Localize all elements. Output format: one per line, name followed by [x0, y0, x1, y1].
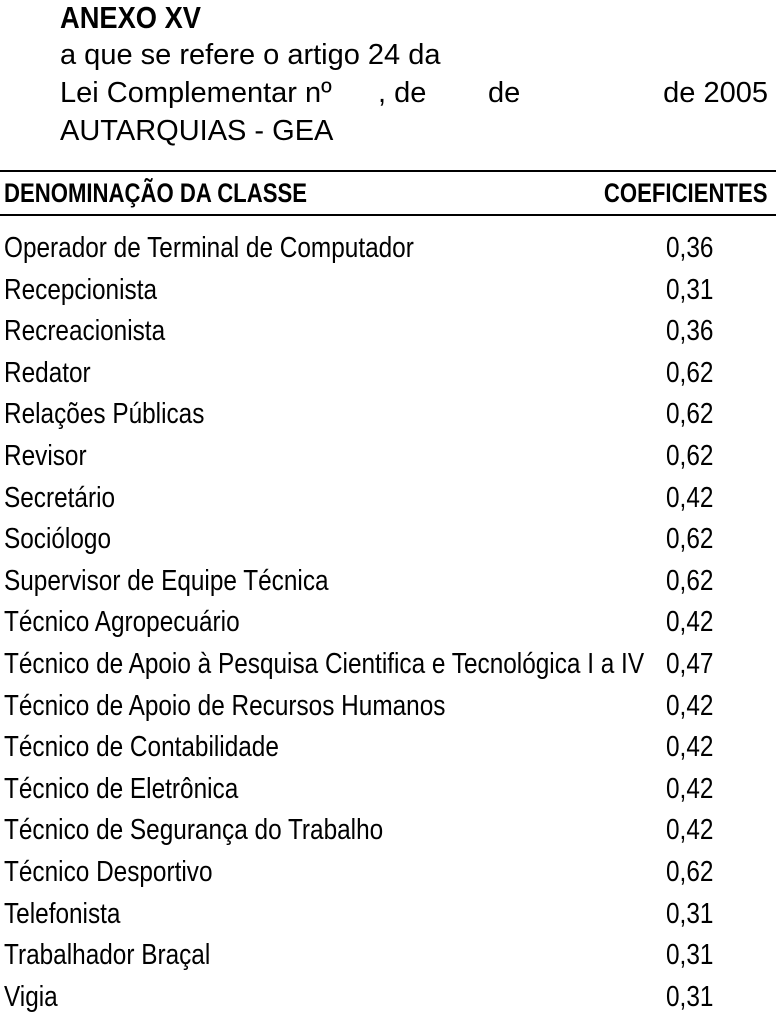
class-name: Técnico de Apoio de Recursos Humanos: [4, 689, 446, 722]
coefficient-value: 0,31: [666, 980, 714, 1013]
table-row: [0, 519, 776, 561]
table-header-rule: [0, 214, 776, 216]
class-name: Recreacionista: [4, 315, 166, 348]
class-name: Técnico de Segurança do Trabalho: [4, 814, 384, 847]
table-row: [0, 686, 776, 728]
coefficient-value: 0,42: [666, 814, 714, 847]
table-row: [0, 602, 776, 644]
class-name: Vigia: [4, 980, 58, 1013]
class-name: Operador de Terminal de Computador: [4, 232, 414, 264]
table-row: [0, 644, 776, 686]
table-top-rule: [0, 170, 776, 172]
coefficient-value: 0,36: [666, 315, 714, 348]
law-de-2: de: [488, 77, 521, 109]
law-prefix: Lei Complementar nº: [60, 77, 332, 109]
table-row: [0, 894, 776, 936]
law-de-1: , de: [378, 77, 427, 109]
coefficient-value: 0,62: [666, 523, 714, 556]
coefficient-value: 0,42: [666, 481, 714, 514]
entity-name: AUTARQUIAS - GEA: [60, 115, 334, 147]
coefficient-value: 0,62: [666, 855, 714, 888]
class-name: Sociólogo: [4, 523, 111, 556]
table-row: [0, 311, 776, 353]
class-name: Técnico de Apoio à Pesquisa Cientifica e Tecnológica I a IV: [4, 647, 645, 680]
table-row: [0, 478, 776, 520]
coefficient-value: 0,42: [666, 689, 714, 722]
column-header-class: DENOMINAÇÃO DA CLASSE: [4, 178, 308, 208]
class-name: Telefonista: [4, 897, 121, 930]
coefficient-value: 0,47: [666, 647, 714, 680]
class-name: Técnico de Contabilidade: [4, 731, 279, 764]
class-name: Redator: [4, 356, 91, 389]
class-name: Relações Públicas: [4, 398, 205, 431]
table-row: [0, 270, 776, 312]
column-header-coefficients: COEFICIENTES: [604, 178, 768, 208]
class-name: Técnico Agropecuário: [4, 606, 240, 639]
coefficient-value: 0,36: [666, 232, 714, 264]
table-row: [0, 353, 776, 395]
table-row: [0, 977, 776, 1019]
coefficient-value: 0,62: [666, 439, 714, 472]
table-row: [0, 561, 776, 603]
class-name: Técnico Desportivo: [4, 855, 213, 888]
table-row: [0, 228, 776, 270]
table-row: [0, 394, 776, 436]
class-name: Supervisor de Equipe Técnica: [4, 564, 329, 597]
coefficients-table-body: [0, 228, 776, 1018]
table-row: [0, 810, 776, 852]
class-name: Recepcionista: [4, 273, 158, 306]
coefficient-value: 0,62: [666, 564, 714, 597]
class-name: Trabalhador Braçal: [4, 939, 211, 972]
annex-header: [60, 0, 772, 150]
coefficient-value: 0,31: [666, 273, 714, 306]
table-row: [0, 436, 776, 478]
table-row: [0, 769, 776, 811]
table-row: [0, 727, 776, 769]
coefficient-value: 0,42: [666, 606, 714, 639]
annex-subtitle: a que se refere o artigo 24 da: [60, 39, 441, 71]
class-name: Secretário: [4, 481, 116, 514]
law-reference: [60, 74, 772, 112]
coefficient-value: 0,62: [666, 356, 714, 389]
table-row: [0, 935, 776, 977]
annex-title: ANEXO XV: [60, 0, 201, 35]
coefficient-value: 0,42: [666, 772, 714, 805]
coefficient-value: 0,31: [666, 939, 714, 972]
class-name: Revisor: [4, 439, 87, 472]
coefficient-value: 0,62: [666, 398, 714, 431]
class-name: Técnico de Eletrônica: [4, 772, 239, 805]
coefficient-value: 0,42: [666, 731, 714, 764]
coefficient-value: 0,31: [666, 897, 714, 930]
law-year: de 2005: [663, 77, 768, 109]
table-row: [0, 852, 776, 894]
